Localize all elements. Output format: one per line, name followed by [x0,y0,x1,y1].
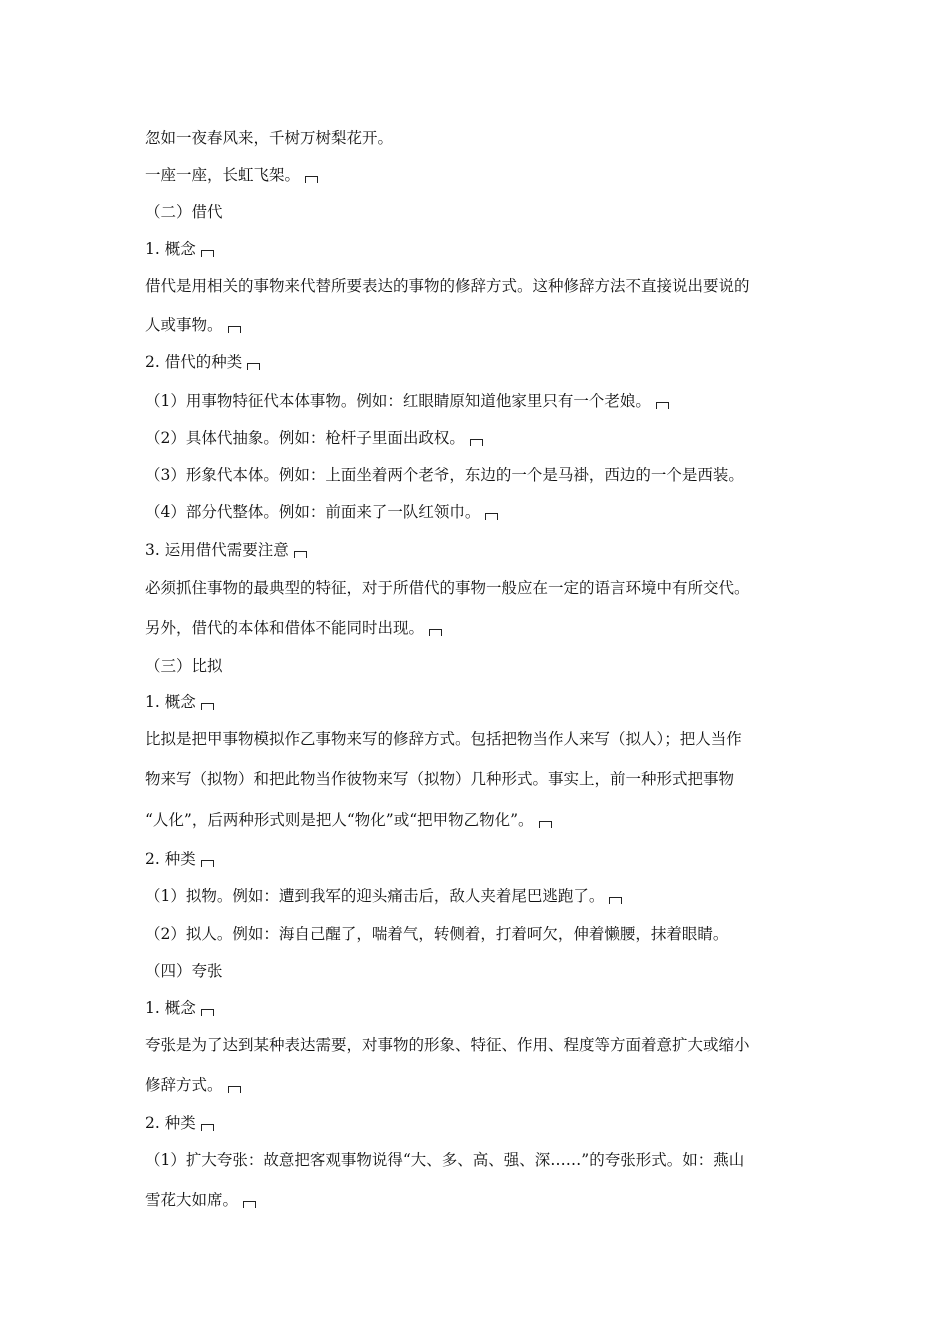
section-heading: （四）夸张 [145,962,223,980]
return-mark-icon [201,703,214,710]
subsection-heading: 3. 运用借代需要注意 [145,540,307,560]
paragraph-line: 修辞方式。 [145,1075,241,1095]
return-mark-icon [539,821,552,828]
section-heading: （二）借代 [145,203,223,221]
subsection-heading: 1. 概念 [145,692,214,712]
return-mark-icon [201,250,214,257]
list-item: 雪花大如席。 [145,1190,256,1210]
paragraph-line: 必须抓住事物的最典型的特征，对于所借代的事物一般应在一定的语言环境中有所交代。 [145,579,750,597]
poem-line: 忽如一夜春风来，千树万树梨花开。 [145,129,394,147]
return-mark-icon [228,326,241,333]
return-mark-icon [485,513,498,520]
list-item: （3）形象代本体。例如：上面坐着两个老爷，东边的一个是马褂，西边的一个是西装。 [145,466,744,484]
return-mark-icon [201,1124,214,1131]
list-item: （2）具体代抽象。例如：枪杆子里面出政权。 [145,428,483,448]
return-mark-icon [656,402,669,409]
return-mark-icon [429,629,442,636]
paragraph-line: 人或事物。 [145,315,241,335]
return-mark-icon [470,439,483,446]
subsection-heading: 2. 借代的种类 [145,352,260,372]
paragraph-line: 比拟是把甲事物模拟作乙事物来写的修辞方式。包括把物当作人来写（拟人）；把人当作 [145,730,742,748]
return-mark-icon [243,1201,256,1208]
return-mark-icon [228,1086,241,1093]
return-mark-icon [305,176,318,183]
subsection-heading: 1. 概念 [145,239,214,259]
example-line: 一座一座，长虹飞架。 [145,165,318,185]
paragraph-line: 借代是用相关的事物来代替所要表达的事物的修辞方式。这种修辞方法不直接说出要说的 [145,277,750,295]
paragraph-line: 夸张是为了达到某种表达需要，对事物的形象、特征、作用、程度等方面着意扩大或缩小 [145,1036,750,1054]
list-item: （2）拟人。例如：海自己醒了，喘着气，转侧着，打着呵欠，伸着懒腰，抹着眼睛。 [145,925,729,943]
list-item: （1）扩大夸张：故意把客观事物说得“大、多、高、强、深……”的夸张形式。如：燕山 [145,1151,745,1169]
subsection-heading: 2. 种类 [145,1113,214,1133]
list-item: （1）用事物特征代本体事物。例如：红眼睛原知道他家里只有一个老娘。 [145,391,669,411]
paragraph-line: 物来写（拟物）和把此物当作彼物来写（拟物）几种形式。事实上，前一种形式把事物 [145,770,735,788]
return-mark-icon [247,363,260,370]
subsection-heading: 1. 概念 [145,998,214,1018]
list-item: （1）拟物。例如：遭到我军的迎头痛击后，敌人夹着尾巴逃跑了。 [145,886,622,906]
paragraph-line: 另外，借代的本体和借体不能同时出现。 [145,618,442,638]
subsection-heading: 2. 种类 [145,849,214,869]
return-mark-icon [609,897,622,904]
return-mark-icon [201,1009,214,1016]
return-mark-icon [201,860,214,867]
section-heading: （三）比拟 [145,657,223,675]
return-mark-icon [294,551,307,558]
paragraph-line: “人化”，后两种形式则是把人“物化”或“把甲物乙物化”。 [145,810,552,830]
list-item: （4）部分代整体。例如：前面来了一队红领巾。 [145,502,498,522]
